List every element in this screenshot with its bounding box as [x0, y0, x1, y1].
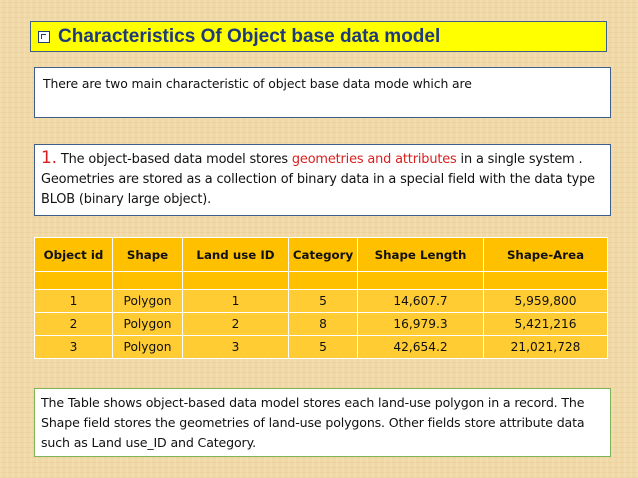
characteristic-highlight: geometries and attributes [291, 152, 457, 167]
table-cell: 5,421,216 [484, 313, 608, 336]
table-cell: 1 [183, 290, 289, 313]
table-cell: 3 [183, 336, 289, 359]
table-cell: 5,959,800 [484, 290, 608, 313]
table-cell: 8 [289, 313, 358, 336]
table-cell: 16,979.3 [358, 313, 484, 336]
table-row [35, 290, 608, 313]
characteristic-1-box [34, 144, 611, 216]
column-header: Shape-Area [484, 238, 608, 272]
checkbox-bullet-icon [38, 31, 50, 43]
column-header: Land use ID [183, 238, 289, 272]
column-header: Category [289, 238, 358, 272]
table-cell: Polygon [113, 313, 183, 336]
column-header: Shape [113, 238, 183, 272]
table-row [35, 313, 608, 336]
object-attribute-table [34, 237, 608, 359]
table-spacer-row [35, 272, 608, 290]
table-explanation-box [34, 388, 611, 457]
column-header: Object id [35, 238, 113, 272]
intro-box [34, 67, 611, 118]
table-cell: 2 [183, 313, 289, 336]
characteristic-1-text [41, 148, 604, 210]
intro-text: There are two main characteristic of object base data mode which are [43, 76, 472, 91]
table-cell: Polygon [113, 336, 183, 359]
table-cell: 2 [35, 313, 113, 336]
characteristic-text-end: in a single system . Geometries are stored as a collection of binary data in a special field with the data type BLOB (binary large object). [41, 152, 595, 207]
table-row [35, 336, 608, 359]
table-explanation-text: The Table shows object-based data model stores each land-use polygon in a record. The Shape field stores the geometries of land-use polygons. Other fields store attribute data such as Land use_ID and Category. [41, 395, 585, 450]
characteristic-number: 1. [41, 148, 57, 168]
characteristic-text-start: The object-based data model stores [56, 152, 292, 167]
table-cell: 21,021,728 [484, 336, 608, 359]
table-cell: 5 [289, 336, 358, 359]
slide-title: Characteristics Of Object base data model [58, 25, 441, 47]
slide-title-bar [30, 21, 607, 52]
table-cell: 5 [289, 290, 358, 313]
table-cell: Polygon [113, 290, 183, 313]
table-cell: 3 [35, 336, 113, 359]
table-header-row [35, 238, 608, 272]
table-cell: 42,654.2 [358, 336, 484, 359]
table-cell: 1 [35, 290, 113, 313]
table-cell: 14,607.7 [358, 290, 484, 313]
column-header: Shape Length [358, 238, 484, 272]
